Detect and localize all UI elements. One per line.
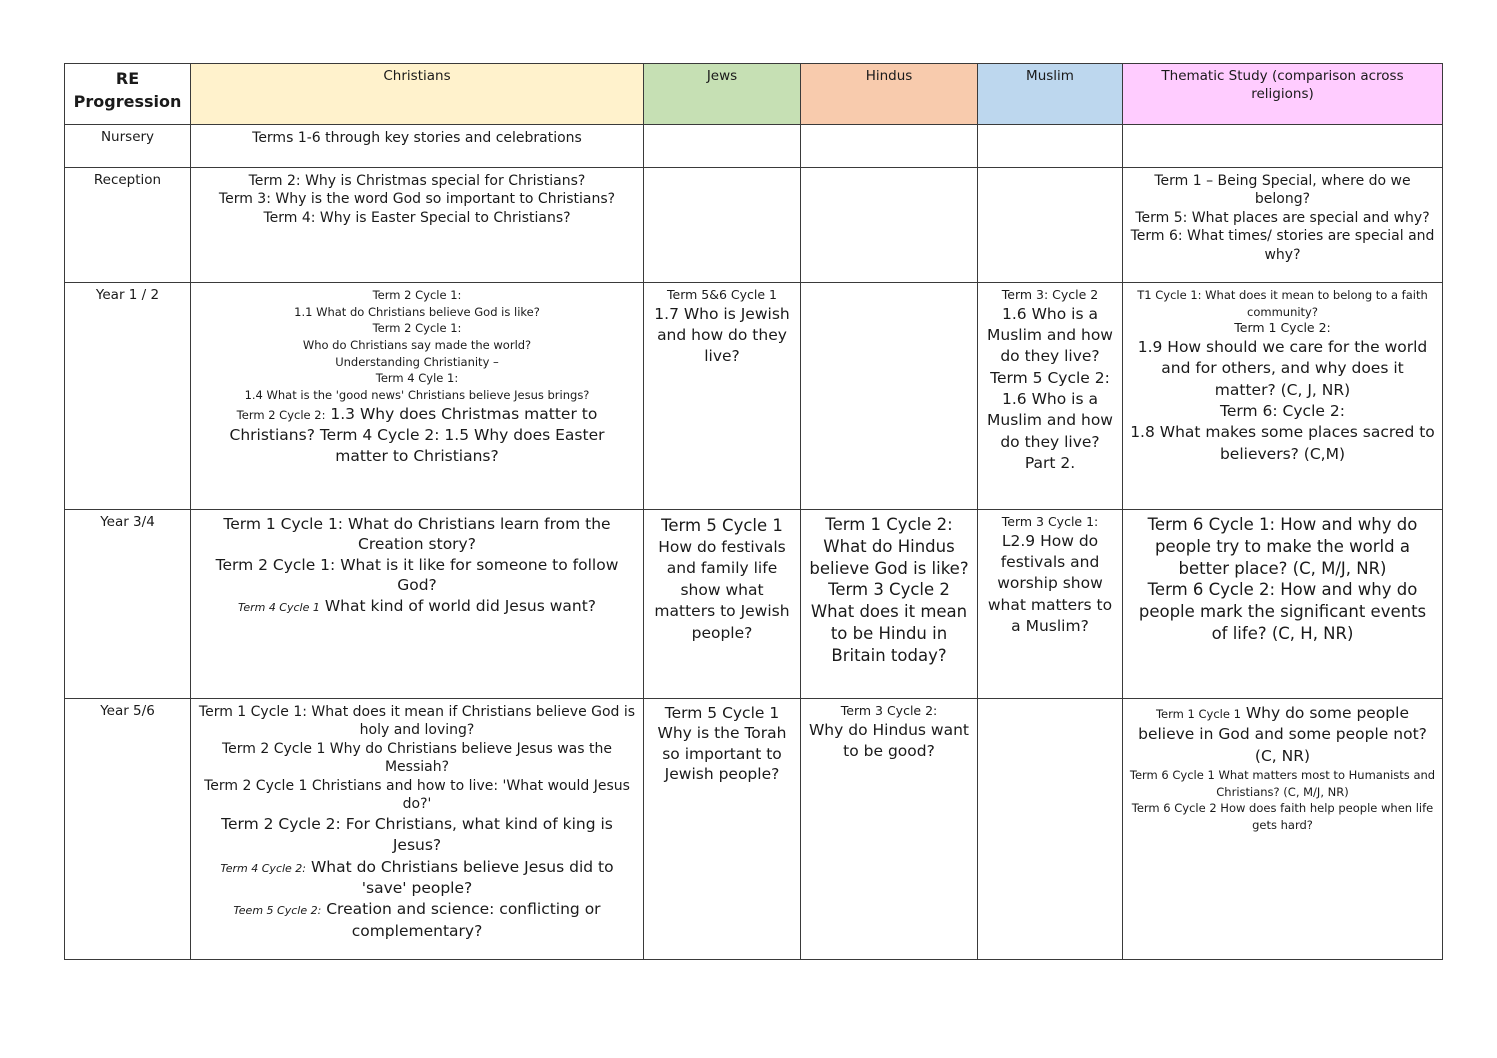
question-text: 1.8 What makes some places sacred to believers? (C,M) [1130,423,1435,463]
term-prefix: Term 4 Cycle 2: [220,861,307,875]
term-label: Term 6: Cycle 2: [1220,401,1345,420]
row-label: Nursery [65,125,191,168]
cell-text [197,899,637,942]
cell-hindus [801,125,978,168]
question-text: Why do Hindus want to be good? [808,720,970,760]
cell-muslim [978,125,1123,168]
column-header-thematic: Thematic Study (comparison across religions) [1123,64,1443,125]
cell-text: Who do Christians say made the world? [302,338,532,353]
term-label: Term 3 Cycle 1: [1001,514,1099,529]
question-text: What do Christians believe Jesus did to 'save' people? [310,857,614,897]
cell-text: Term 3: Why is the word God so important to Christians? [218,191,616,208]
term-label: Term 5&6 Cycle 1 [667,287,777,302]
cell-jews [644,168,801,283]
term-label: Term 3 Cycle 2: [840,703,938,718]
question-text: What does it mean to be Hindu in Britain today? [810,602,968,665]
row-label: Year 5/6 [65,699,191,960]
question-text: What do Hindus believe God is like? [809,536,969,578]
cell-christians: Terms 1-6 through key stories and celebrations [191,125,644,168]
question-text: 1.3 Why does Christmas matter to Christians? Term 4 Cycle 2: 1.5 Why does Easter matter to Christians? [229,404,605,466]
term-prefix: Term 1 Cycle 1 [1155,707,1241,721]
cell-hindus [801,510,978,699]
cell-christians [191,283,644,510]
cell-text: Term 2 Cycle 1: [372,288,462,302]
column-header-hindus: Hindus [801,64,978,125]
cell-text: Term 4: Why is Easter Special to Christians? [263,209,571,226]
question-text: L2.9 How do festivals and worship show what matters to a Muslim? [987,531,1113,635]
cell-text: Term 6 Cycle 1: How and why do people try to make the world a better place? (C, M/J, NR) [1147,515,1418,578]
cell-text: Term 1 Cycle 1: What do Christians learn from the Creation story? [223,515,611,554]
term-prefix: Teem 5 Cycle 2: [233,904,322,918]
question-text: How do festivals and family life show what matters to Jewish people? [654,538,790,642]
cell-hindus [801,283,978,510]
cell-thematic [1123,699,1443,960]
cell-thematic [1123,510,1443,699]
cell-text: 1.1 What do Christians believe God is like? [294,304,540,319]
question-text: 1.9 How should we care for the world and for others, and why does it matter? (C, J, NR) [1137,337,1428,399]
cell-hindus [801,699,978,960]
header-row [65,64,1443,125]
table-row-reception [65,168,1443,283]
table-row-year-5-6 [65,699,1443,960]
cell-text: Understanding Christianity – [335,354,499,369]
cell-text: 1.4 What is the 'good news' Christians believe Jesus brings? [244,388,590,403]
cell-christians [191,510,644,699]
cell-text [197,857,637,900]
question-text: Creation and science: conflicting or complementary? [326,900,601,940]
term-prefix: Term 4 Cycle 1 [237,600,320,614]
row-label: Year 1 / 2 [65,283,191,510]
table-row-year-1-2 [65,283,1443,510]
question-text: Why is the Torah so important to Jewish people? [657,724,787,784]
term-label: Term 3: Cycle 2 [1001,287,1099,302]
cell-muslim [978,699,1123,960]
cell-text: Term 1 Cycle 1: What does it mean if Christians believe God is holy and loving? [198,704,636,739]
cell-christians [191,168,644,283]
term-label: Term 3 Cycle 2 [828,580,950,600]
re-progression-table [64,63,1443,960]
cell-jews [644,699,801,960]
question-text: Why do some people believe in God and some people not? (C, NR) [1138,704,1427,765]
table-title: RE Progression [65,64,191,125]
cell-text [197,596,637,616]
cell-muslim [978,168,1123,283]
cell-text: Term 2 Cycle 1 Why do Christians believe Jesus was the Messiah? [222,740,612,776]
term-label: Term 1 Cycle 2: [1234,320,1331,336]
term-label: Term 1 Cycle 2: [825,515,953,534]
cell-text: Term 2 Cycle 1: What is it like for someone to follow God? [215,555,619,595]
term-label: Term 5 Cycle 1 [664,704,780,722]
cell-jews [644,125,801,168]
cell-thematic [1123,125,1443,168]
cell-thematic [1123,168,1443,283]
column-header-jews: Jews [644,64,801,125]
cell-text: Term 4 Cyle 1: [375,371,459,386]
term-label: Term 5 Cycle 1 [661,516,783,535]
column-header-muslim: Muslim [978,64,1123,125]
row-label: Year 3/4 [65,510,191,699]
term-prefix: Term 2 Cycle 2: [236,407,326,422]
cell-text: Term 2 Cycle 1 Christians and how to live: 'What would Jesus do?' [204,777,630,813]
row-label: Reception [65,168,191,283]
cell-text: Term 2 Cycle 1: [372,321,462,336]
cell-text: Term 6 Cycle 2: How and why do people mark the significant events of life? (C, H, NR) [1138,580,1427,643]
cell-text [197,404,637,468]
cell-hindus [801,168,978,283]
question-text: 1.6 Who is a Muslim and how do they live? Part 2. [987,390,1113,473]
table-row-nursery [65,125,1443,168]
cell-text [1129,703,1436,767]
column-header-christians: Christians [191,64,644,125]
cell-text: Term 2: Why is Christmas special for Christians? [248,173,586,189]
cell-muslim [978,510,1123,699]
cell-christians [191,699,644,960]
cell-text: Term 6 Cycle 1 What matters most to Humanists and Christians? (C, M/J, NR) [1129,768,1436,799]
question-text: 1.6 Who is a Muslim and how do they live? [987,304,1113,366]
question-text: 1.7 Who is Jewish and how do they live? [654,304,790,366]
cell-text: Term 6: What times/ stories are special and why? [1130,228,1435,263]
table-row-year-3-4 [65,510,1443,699]
cell-text: T1 Cycle 1: What does it mean to belong to a faith community? [1137,288,1428,319]
cell-text: Term 6 Cycle 2 How does faith help people when life gets hard? [1131,801,1434,833]
cell-muslim [978,283,1123,510]
cell-text: Term 1 – Being Special, where do we belong? [1154,173,1411,208]
cell-text: Term 5: What places are special and why? [1135,209,1430,226]
cell-thematic [1123,283,1443,510]
cell-text: Term 2 Cycle 2: For Christians, what kind of king is Jesus? [221,814,613,855]
cell-jews [644,283,801,510]
cell-jews [644,510,801,699]
question-text: What kind of world did Jesus want? [324,596,597,615]
term-label: Term 5 Cycle 2: [990,368,1110,387]
